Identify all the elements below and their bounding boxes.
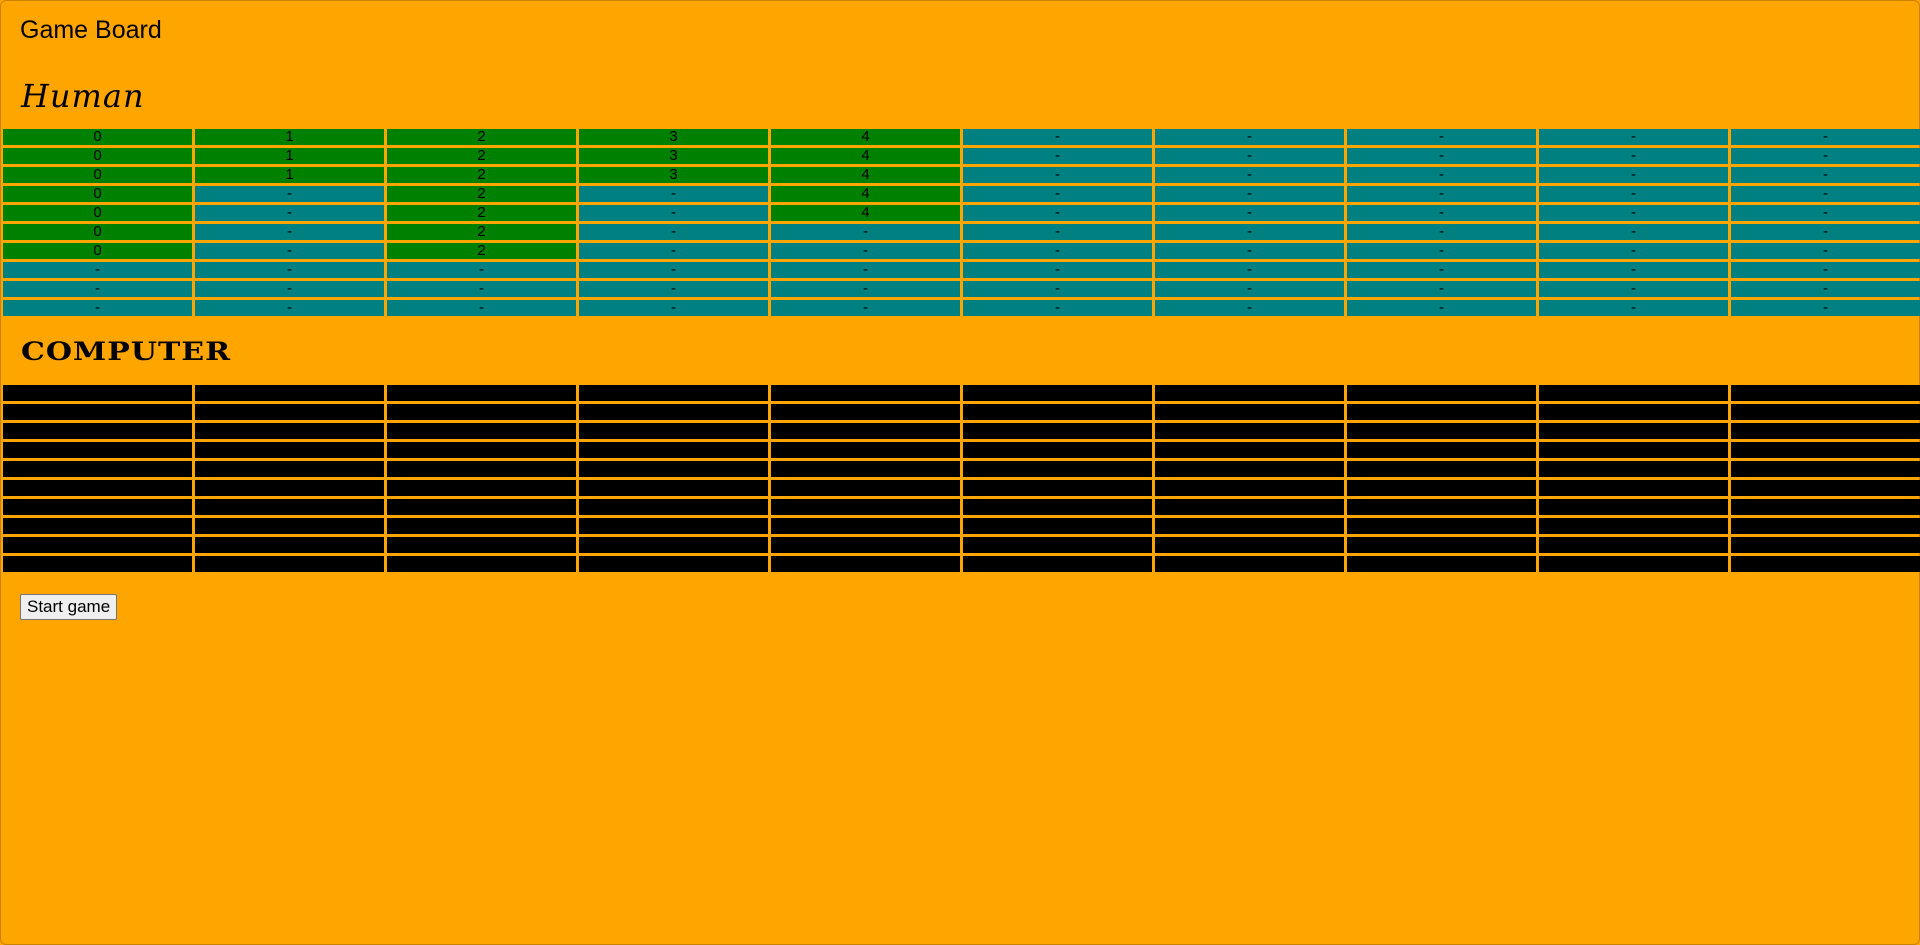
computer-cell[interactable] — [3, 499, 192, 515]
human-cell: - — [1731, 243, 1920, 259]
computer-cell[interactable] — [3, 518, 192, 534]
computer-cell[interactable] — [387, 537, 576, 553]
human-cell: 4 — [771, 167, 960, 183]
human-cell: 3 — [579, 167, 768, 183]
human-cell: 2 — [387, 186, 576, 202]
human-cell: - — [1539, 281, 1728, 297]
computer-cell[interactable] — [195, 518, 384, 534]
human-cell: 4 — [771, 129, 960, 145]
computer-cell[interactable] — [1539, 480, 1728, 496]
human-cell: - — [963, 281, 1152, 297]
computer-cell[interactable] — [195, 480, 384, 496]
computer-cell[interactable] — [579, 556, 768, 572]
human-cell: 2 — [387, 224, 576, 240]
computer-cell[interactable] — [1347, 537, 1536, 553]
computer-cell[interactable] — [579, 537, 768, 553]
computer-cell[interactable] — [3, 423, 192, 439]
human-cell: - — [195, 205, 384, 221]
human-cell: - — [1539, 205, 1728, 221]
computer-cell[interactable] — [579, 518, 768, 534]
computer-cell[interactable] — [387, 461, 576, 477]
human-cell: 3 — [579, 148, 768, 164]
human-cell: - — [1539, 148, 1728, 164]
human-cell: - — [963, 262, 1152, 278]
human-cell: - — [963, 129, 1152, 145]
human-cell: - — [387, 281, 576, 297]
human-cell: 2 — [387, 205, 576, 221]
human-cell: - — [1539, 243, 1728, 259]
human-cell: - — [1347, 148, 1536, 164]
human-cell: - — [1155, 129, 1344, 145]
human-cell: - — [1155, 281, 1344, 297]
computer-cell[interactable] — [1155, 385, 1344, 401]
computer-cell[interactable] — [963, 442, 1152, 458]
human-cell: - — [579, 281, 768, 297]
human-cell: - — [1347, 224, 1536, 240]
human-cell: - — [1731, 300, 1920, 316]
computer-cell[interactable] — [1731, 556, 1920, 572]
computer-cell[interactable] — [387, 442, 576, 458]
computer-cell[interactable] — [1347, 518, 1536, 534]
human-cell: 1 — [195, 167, 384, 183]
human-cell: - — [3, 300, 192, 316]
computer-cell[interactable] — [579, 423, 768, 439]
computer-board — [3, 385, 1920, 572]
human-cell: - — [771, 262, 960, 278]
computer-cell[interactable] — [963, 556, 1152, 572]
computer-cell[interactable] — [771, 385, 960, 401]
computer-cell[interactable] — [771, 423, 960, 439]
computer-cell[interactable] — [3, 461, 192, 477]
computer-cell[interactable] — [579, 385, 768, 401]
human-cell: - — [771, 281, 960, 297]
human-cell: - — [1347, 262, 1536, 278]
computer-cell[interactable] — [1731, 442, 1920, 458]
human-cell: - — [1539, 186, 1728, 202]
human-cell: 0 — [3, 243, 192, 259]
human-cell: - — [579, 205, 768, 221]
computer-cell[interactable] — [3, 556, 192, 572]
human-cell: - — [1155, 262, 1344, 278]
computer-cell[interactable] — [1731, 518, 1920, 534]
computer-cell[interactable] — [3, 385, 192, 401]
human-cell: - — [1347, 205, 1536, 221]
computer-cell[interactable] — [771, 442, 960, 458]
computer-cell[interactable] — [195, 537, 384, 553]
computer-heading: COMPUTER — [21, 337, 232, 367]
computer-cell[interactable] — [1347, 442, 1536, 458]
computer-cell[interactable] — [1731, 480, 1920, 496]
human-cell: - — [1155, 224, 1344, 240]
computer-cell[interactable] — [1539, 537, 1728, 553]
human-cell: - — [1155, 186, 1344, 202]
human-cell: - — [771, 224, 960, 240]
computer-cell[interactable] — [1155, 518, 1344, 534]
computer-cell[interactable] — [1347, 385, 1536, 401]
human-cell: - — [1539, 129, 1728, 145]
human-cell: 0 — [3, 224, 192, 240]
computer-cell[interactable] — [1731, 423, 1920, 439]
page-title: Game Board — [20, 16, 162, 44]
computer-cell[interactable] — [387, 385, 576, 401]
computer-cell[interactable] — [771, 404, 960, 420]
computer-cell[interactable] — [1539, 461, 1728, 477]
human-cell: - — [1347, 129, 1536, 145]
human-board — [3, 129, 1920, 316]
human-cell: - — [771, 243, 960, 259]
computer-cell[interactable] — [771, 518, 960, 534]
computer-cell[interactable] — [1539, 499, 1728, 515]
computer-cell[interactable] — [963, 499, 1152, 515]
human-cell: - — [195, 224, 384, 240]
computer-cell[interactable] — [1539, 423, 1728, 439]
computer-cell[interactable] — [1155, 499, 1344, 515]
computer-cell[interactable] — [1347, 404, 1536, 420]
human-cell: - — [1731, 281, 1920, 297]
computer-cell[interactable] — [963, 423, 1152, 439]
human-cell: - — [1155, 205, 1344, 221]
human-cell: - — [1155, 148, 1344, 164]
computer-cell[interactable] — [1731, 385, 1920, 401]
computer-cell[interactable] — [387, 499, 576, 515]
human-cell: - — [963, 224, 1152, 240]
human-cell: 2 — [387, 243, 576, 259]
human-cell: - — [963, 148, 1152, 164]
computer-cell[interactable] — [1347, 499, 1536, 515]
human-cell: - — [963, 167, 1152, 183]
computer-cell[interactable] — [1539, 442, 1728, 458]
human-cell: 0 — [3, 186, 192, 202]
human-cell: - — [195, 186, 384, 202]
human-cell: - — [1155, 167, 1344, 183]
computer-cell[interactable] — [195, 423, 384, 439]
computer-cell[interactable] — [963, 537, 1152, 553]
human-cell: 1 — [195, 129, 384, 145]
human-cell: - — [1731, 167, 1920, 183]
computer-cell[interactable] — [771, 461, 960, 477]
human-cell: 4 — [771, 205, 960, 221]
computer-cell[interactable] — [771, 556, 960, 572]
human-cell: 0 — [3, 167, 192, 183]
human-cell: - — [195, 262, 384, 278]
computer-cell[interactable] — [195, 499, 384, 515]
human-cell: 0 — [3, 205, 192, 221]
computer-cell[interactable] — [579, 442, 768, 458]
human-cell: - — [1731, 224, 1920, 240]
human-cell: - — [963, 300, 1152, 316]
computer-cell[interactable] — [1347, 556, 1536, 572]
computer-cell[interactable] — [387, 556, 576, 572]
computer-cell[interactable] — [579, 404, 768, 420]
start-game-button[interactable]: Start game — [20, 594, 117, 620]
computer-cell[interactable] — [3, 537, 192, 553]
computer-cell[interactable] — [195, 385, 384, 401]
human-cell: - — [1731, 262, 1920, 278]
computer-cell[interactable] — [771, 480, 960, 496]
computer-cell[interactable] — [1155, 537, 1344, 553]
human-cell: - — [195, 243, 384, 259]
computer-cell[interactable] — [579, 499, 768, 515]
human-cell: - — [579, 224, 768, 240]
human-cell: 4 — [771, 186, 960, 202]
human-cell: 4 — [771, 148, 960, 164]
human-cell: - — [3, 262, 192, 278]
human-cell: - — [579, 262, 768, 278]
human-cell: - — [387, 300, 576, 316]
computer-cell[interactable] — [1347, 480, 1536, 496]
computer-cell[interactable] — [3, 442, 192, 458]
computer-cell[interactable] — [195, 556, 384, 572]
human-cell: - — [1731, 186, 1920, 202]
computer-cell[interactable] — [1731, 499, 1920, 515]
computer-cell[interactable] — [1347, 423, 1536, 439]
human-cell: - — [1539, 167, 1728, 183]
human-cell: - — [195, 300, 384, 316]
human-cell: - — [387, 262, 576, 278]
computer-cell[interactable] — [1539, 404, 1728, 420]
computer-cell[interactable] — [1539, 556, 1728, 572]
human-cell: - — [1347, 167, 1536, 183]
computer-cell[interactable] — [1347, 461, 1536, 477]
human-cell: - — [579, 186, 768, 202]
computer-cell[interactable] — [195, 461, 384, 477]
human-cell: - — [195, 281, 384, 297]
human-heading: Human — [21, 77, 145, 115]
computer-cell[interactable] — [1155, 480, 1344, 496]
human-cell: 2 — [387, 148, 576, 164]
computer-cell[interactable] — [1155, 442, 1344, 458]
human-cell: - — [1731, 148, 1920, 164]
computer-cell[interactable] — [387, 480, 576, 496]
computer-cell[interactable] — [579, 480, 768, 496]
computer-cell[interactable] — [195, 404, 384, 420]
human-cell: - — [1347, 300, 1536, 316]
computer-cell[interactable] — [963, 518, 1152, 534]
human-cell: - — [1539, 300, 1728, 316]
computer-cell[interactable] — [1731, 461, 1920, 477]
human-cell: - — [1155, 243, 1344, 259]
human-cell: - — [1347, 186, 1536, 202]
human-cell: - — [1347, 281, 1536, 297]
human-cell: 1 — [195, 148, 384, 164]
computer-cell[interactable] — [1731, 537, 1920, 553]
computer-cell[interactable] — [1155, 423, 1344, 439]
computer-cell[interactable] — [963, 404, 1152, 420]
human-cell: - — [1731, 129, 1920, 145]
computer-cell[interactable] — [1731, 404, 1920, 420]
computer-cell[interactable] — [771, 537, 960, 553]
human-cell: - — [1539, 224, 1728, 240]
human-cell: - — [771, 300, 960, 316]
human-cell: 0 — [3, 148, 192, 164]
human-cell: - — [1347, 243, 1536, 259]
computer-cell[interactable] — [579, 461, 768, 477]
computer-cell[interactable] — [963, 385, 1152, 401]
computer-cell[interactable] — [1155, 461, 1344, 477]
human-cell: 0 — [3, 129, 192, 145]
computer-cell[interactable] — [1539, 385, 1728, 401]
human-cell: - — [963, 205, 1152, 221]
human-cell: - — [1539, 262, 1728, 278]
human-cell: - — [963, 243, 1152, 259]
computer-cell[interactable] — [1155, 556, 1344, 572]
computer-cell[interactable] — [3, 480, 192, 496]
human-cell: 2 — [387, 167, 576, 183]
human-cell: - — [579, 243, 768, 259]
human-cell: 2 — [387, 129, 576, 145]
human-cell: - — [1155, 300, 1344, 316]
computer-cell[interactable] — [1539, 518, 1728, 534]
computer-cell[interactable] — [963, 461, 1152, 477]
human-cell: 3 — [579, 129, 768, 145]
human-cell: - — [963, 186, 1152, 202]
computer-cell[interactable] — [771, 499, 960, 515]
computer-cell[interactable] — [387, 404, 576, 420]
computer-cell[interactable] — [963, 480, 1152, 496]
computer-cell[interactable] — [387, 518, 576, 534]
human-cell: - — [3, 281, 192, 297]
computer-cell[interactable] — [387, 423, 576, 439]
human-cell: - — [579, 300, 768, 316]
human-cell: - — [1731, 205, 1920, 221]
computer-cell[interactable] — [1155, 404, 1344, 420]
computer-cell[interactable] — [195, 442, 384, 458]
computer-cell[interactable] — [3, 404, 192, 420]
